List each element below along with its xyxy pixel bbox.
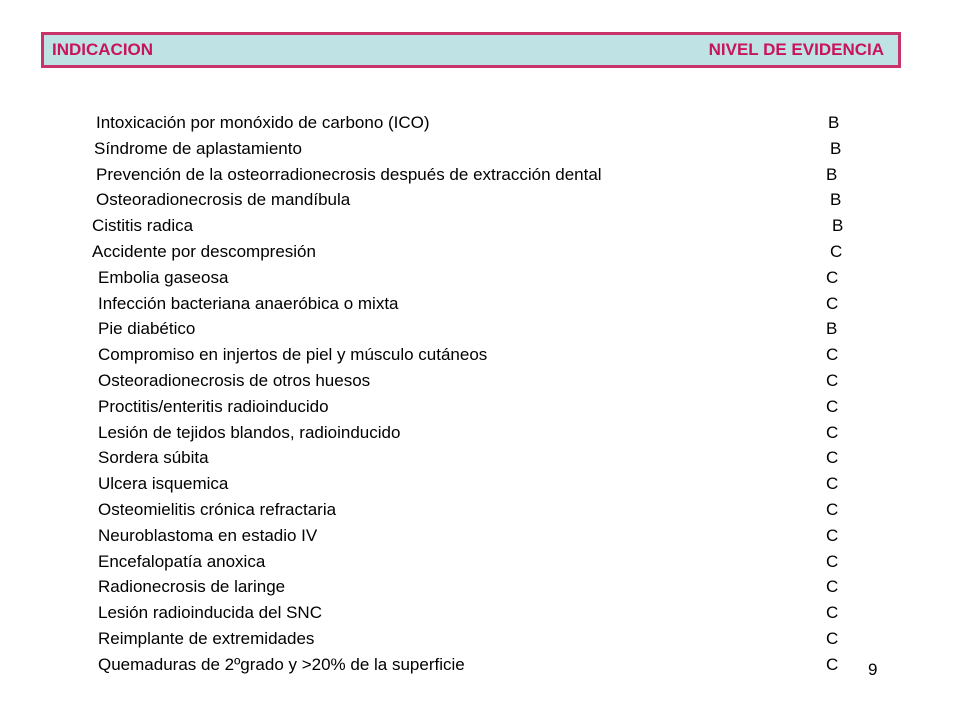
- indication-label: Osteomielitis crónica refractaria: [98, 500, 337, 519]
- evidence-level: B: [828, 113, 840, 132]
- indication-label: Osteoradionecrosis de mandíbula: [96, 190, 351, 210]
- list-item: [0, 292, 960, 316]
- indication-label: Osteoradionecrosis de otros huesos: [98, 371, 371, 390]
- evidence-level: C: [826, 293, 839, 313]
- indication-label: Intoxicación por monóxido de carbono (ICO): [96, 113, 430, 132]
- evidence-level: C: [826, 577, 839, 597]
- indication-label: Lesión de tejidos blandos, radioinducido: [98, 422, 401, 442]
- evidence-level: B: [830, 190, 842, 210]
- list-item: [0, 524, 960, 548]
- list-item: [0, 163, 960, 187]
- evidence-level: C: [826, 500, 839, 519]
- evidence-level: C: [826, 474, 839, 494]
- indication-label: Pie diabético: [98, 319, 196, 339]
- list-item: [0, 395, 960, 419]
- indication-label: Prevención de la osteorradionecrosis después de extracción dental: [96, 164, 602, 184]
- evidence-column-header: NIVEL DE EVIDENCIA: [708, 40, 884, 59]
- list-item: [0, 601, 960, 625]
- list-item: [0, 575, 960, 599]
- evidence-level: C: [826, 654, 839, 674]
- evidence-level: B: [832, 216, 844, 236]
- list-item: [0, 550, 960, 574]
- evidence-level: B: [830, 138, 842, 158]
- list-item: [0, 653, 960, 677]
- list-item: [0, 240, 960, 264]
- evidence-level: C: [826, 371, 839, 390]
- indication-label: Sordera súbita: [98, 448, 209, 468]
- indication-label: Ulcera isquemica: [98, 474, 229, 494]
- list-item: [0, 369, 960, 393]
- evidence-level: C: [826, 345, 839, 365]
- page-number: 9: [868, 660, 878, 679]
- evidence-level: C: [826, 267, 839, 287]
- evidence-level: C: [826, 525, 839, 545]
- evidence-level: C: [826, 448, 839, 468]
- list-item: [0, 266, 960, 290]
- list-item: [0, 446, 960, 470]
- list-item: [0, 343, 960, 367]
- evidence-level: B: [826, 319, 838, 339]
- indication-label: Lesión radioinducida del SNC: [98, 603, 322, 623]
- list-item: [0, 498, 960, 522]
- indication-label: Neuroblastoma en estadio IV: [98, 525, 318, 545]
- list-item: [0, 317, 960, 341]
- indication-label: Encefalopatía anoxica: [98, 551, 266, 571]
- indication-label: Compromiso en injertos de piel y músculo cutáneos: [98, 345, 488, 365]
- list-item: [0, 627, 960, 651]
- list-item: [0, 421, 960, 445]
- list-item: [0, 137, 960, 161]
- indication-label: Proctitis/enteritis radioinducido: [98, 396, 329, 416]
- evidence-level: C: [826, 551, 839, 571]
- list-item: [0, 214, 960, 238]
- evidence-level: C: [826, 396, 839, 416]
- evidence-level: C: [830, 242, 843, 261]
- evidence-level: B: [826, 164, 838, 184]
- list-item: [0, 111, 960, 135]
- indication-column-header: INDICACION: [52, 40, 154, 59]
- evidence-level: C: [826, 629, 839, 648]
- indication-label: Radionecrosis de laringe: [98, 577, 286, 597]
- evidence-level: C: [826, 603, 839, 623]
- indication-label: Reimplante de extremidades: [98, 629, 315, 648]
- list-item: [0, 188, 960, 212]
- table-header: [41, 32, 901, 68]
- indication-label: Síndrome de aplastamiento: [94, 138, 302, 158]
- indication-label: Accidente por descompresión: [92, 242, 316, 261]
- indication-label: Embolia gaseosa: [98, 267, 229, 287]
- evidence-level: C: [826, 422, 839, 442]
- indication-label: Cistitis radica: [92, 216, 194, 236]
- indication-label: Infección bacteriana anaeróbica o mixta: [98, 293, 399, 313]
- list-item: [0, 472, 960, 496]
- indication-label: Quemaduras de 2ºgrado y >20% de la superficie: [98, 654, 465, 674]
